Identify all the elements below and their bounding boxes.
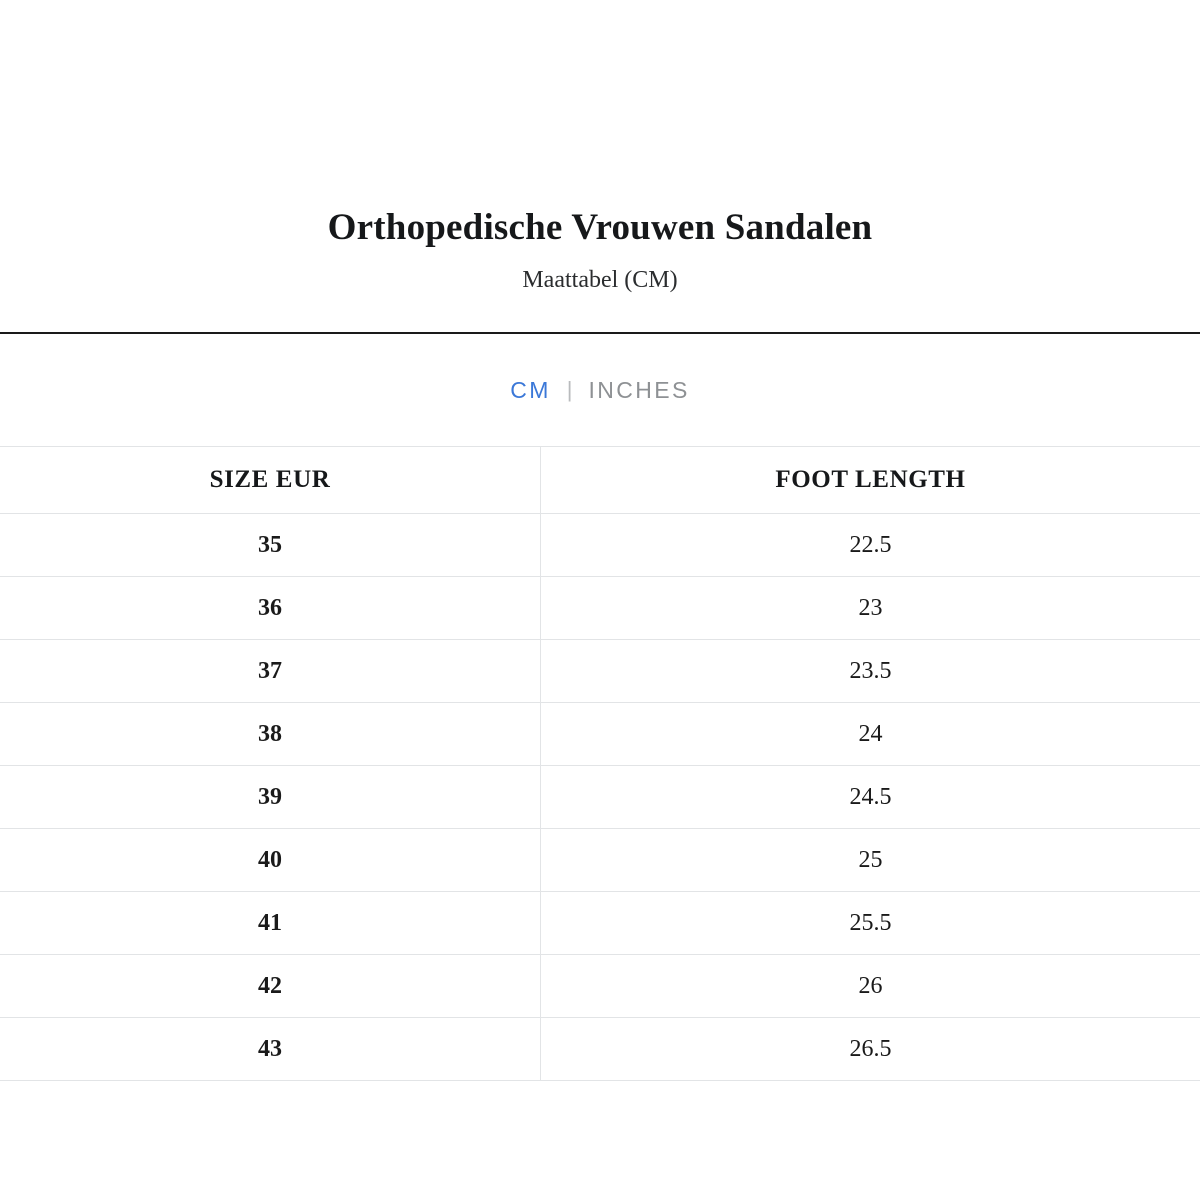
page-subtitle: Maattabel (CM) [522,267,678,294]
cell-foot-length: 25 [541,829,1200,892]
cell-foot-length: 23 [541,577,1200,640]
table-row [0,577,1200,640]
cell-size-eur: 43 [0,1018,541,1081]
unit-option-cm[interactable]: CM [510,376,551,403]
table-row [0,955,1200,1018]
column-header-size-eur: SIZE EUR [0,447,541,514]
cell-foot-length: 24 [541,703,1200,766]
cell-foot-length: 26 [541,955,1200,1018]
cell-size-eur: 41 [0,892,541,955]
table-header-row [0,447,1200,514]
table-row [0,703,1200,766]
cell-foot-length: 26.5 [541,1018,1200,1081]
table-row [0,892,1200,955]
cell-size-eur: 36 [0,577,541,640]
unit-separator: | [566,377,573,403]
cell-size-eur: 37 [0,640,541,703]
cell-size-eur: 35 [0,514,541,577]
cell-foot-length: 22.5 [541,514,1200,577]
page-header [0,0,1200,295]
cell-size-eur: 42 [0,955,541,1018]
column-header-foot-length: FOOT LENGTH [541,447,1200,514]
cell-size-eur: 40 [0,829,541,892]
table-row [0,640,1200,703]
page-title: Orthopedische Vrouwen Sandalen [327,207,873,248]
table-row [0,514,1200,577]
table-row [0,766,1200,829]
cell-foot-length: 24.5 [541,766,1200,829]
table-row [0,829,1200,892]
size-table-head [0,447,1200,514]
cell-size-eur: 39 [0,766,541,829]
cell-foot-length: 23.5 [541,640,1200,703]
bottom-spacer [0,1081,1200,1121]
unit-option-inches[interactable]: INCHES [588,376,690,403]
table-row [0,1018,1200,1081]
size-table-body [0,514,1200,1081]
cell-size-eur: 38 [0,703,541,766]
unit-toggle [0,334,1200,446]
cell-foot-length: 25.5 [541,892,1200,955]
size-table [0,446,1200,1081]
